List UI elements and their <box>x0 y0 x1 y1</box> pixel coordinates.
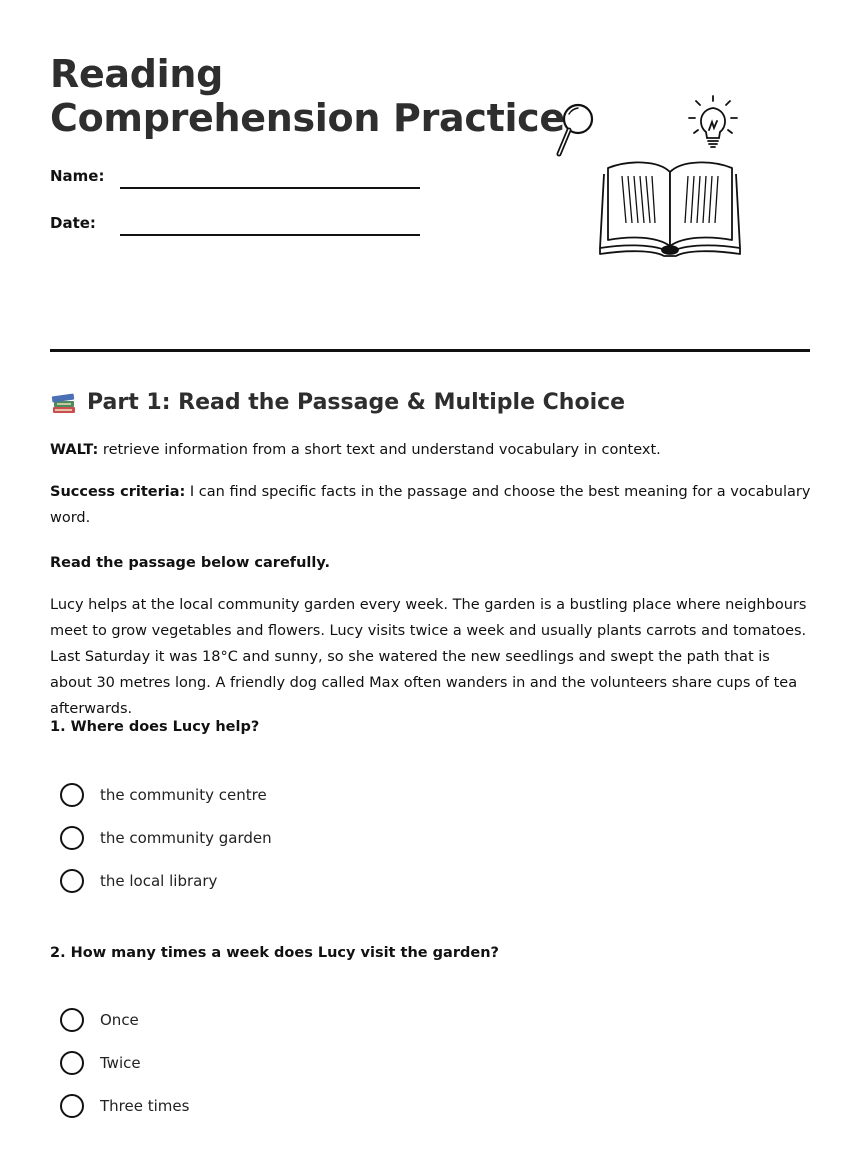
date-field[interactable] <box>50 213 430 243</box>
question-2: 2. How many times a week does Lucy visit the garden? <box>50 945 499 961</box>
option-label: the local library <box>100 872 218 890</box>
option-label: the community garden <box>100 829 272 847</box>
walt-statement <box>50 437 815 463</box>
q2-option-a[interactable] <box>60 1007 139 1033</box>
radio-button[interactable] <box>60 1051 84 1075</box>
q2-option-b[interactable] <box>60 1050 141 1076</box>
radio-button[interactable] <box>60 869 84 893</box>
date-input-line[interactable] <box>120 234 420 236</box>
walt-label: WALT: <box>50 442 99 458</box>
success-criteria-text: I can find specific facts in the passage and choose the best meaning for a vocabulary word. <box>50 484 811 526</box>
part1-heading <box>50 388 625 418</box>
reading-instruction: Read the passage below carefully. <box>50 555 330 571</box>
name-input-line[interactable] <box>120 187 420 189</box>
page-title <box>50 52 565 140</box>
part1-heading-text: Part 1: Read the Passage & Multiple Choice <box>87 390 626 415</box>
reading-illustration <box>548 88 758 263</box>
title-line-1: Reading <box>50 52 224 96</box>
date-label: Date: <box>50 214 96 232</box>
radio-button[interactable] <box>60 1008 84 1032</box>
name-field[interactable] <box>50 166 430 196</box>
walt-text: retrieve information from a short text and understand vocabulary in context. <box>102 442 661 458</box>
title-line-2: Comprehension Practice <box>50 96 565 140</box>
success-criteria <box>50 479 815 531</box>
option-label: Twice <box>100 1054 141 1072</box>
option-label: the community centre <box>100 786 267 804</box>
open-book-icon <box>600 162 740 256</box>
option-label: Three times <box>100 1097 190 1115</box>
radio-button[interactable] <box>60 826 84 850</box>
radio-button[interactable] <box>60 1094 84 1118</box>
reading-passage: Lucy helps at the local community garden every week. The garden is a bustling place where neighbours meet to grow vegetables and flowers. Lucy visits twice a week and usually plants carrots and tomatoes. Last Saturday it was 18°C and sunny, so she watered the new seedlings and swept the path that is about 30 metres long. A friendly dog called Max often wanders in and the volunteers share cups of tea afterwards. <box>50 597 807 717</box>
name-label: Name: <box>50 167 105 185</box>
q1-option-a[interactable] <box>60 782 267 808</box>
success-criteria-label: Success criteria: <box>50 484 186 500</box>
section-divider <box>50 349 810 352</box>
q1-option-b[interactable] <box>60 825 272 851</box>
q2-option-c[interactable] <box>60 1093 189 1119</box>
magnifying-glass-icon <box>559 105 592 154</box>
question-1: 1. Where does Lucy help? <box>50 719 260 735</box>
lightbulb-icon <box>689 96 737 147</box>
option-label: Once <box>100 1011 139 1029</box>
radio-button[interactable] <box>60 783 84 807</box>
q1-option-c[interactable] <box>60 868 217 894</box>
books-icon <box>50 389 78 417</box>
